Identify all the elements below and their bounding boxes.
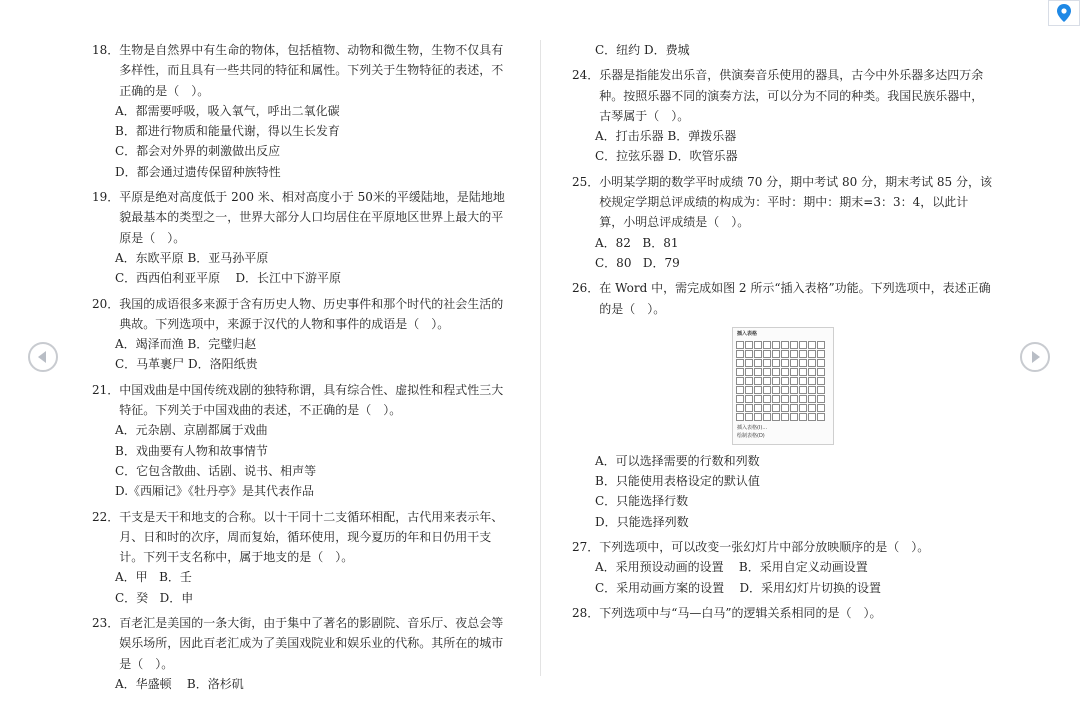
grid-cell: [790, 368, 798, 376]
grid-cell: [781, 341, 789, 349]
grid-cell: [772, 413, 780, 421]
question-number: 18．: [92, 43, 120, 57]
answer-option: C．采用动画方案的设置 D．采用幻灯片切换的设置: [595, 580, 882, 595]
grid-cell: [781, 359, 789, 367]
grid-cell: [772, 359, 780, 367]
answer-option: B．戏曲要有人物和故事情节: [115, 443, 268, 458]
grid-cell: [790, 395, 798, 403]
question-header: [92, 294, 512, 335]
answer-option: A．采用预设动画的设置 B．采用自定义动画设置: [595, 560, 868, 575]
grid-cell: [799, 413, 807, 421]
grid-cell: [772, 377, 780, 385]
question: [92, 294, 512, 375]
question: [572, 537, 992, 598]
answer-option: B．都进行物质和能量代谢，得以生长发育: [115, 124, 340, 139]
grid-cell: [808, 377, 816, 385]
question-header: [572, 603, 992, 623]
grid-cell: [799, 395, 807, 403]
grid-cell: [808, 368, 816, 376]
next-page-button[interactable]: [1020, 342, 1050, 372]
question-number: 24．: [572, 68, 600, 83]
grid-cell: [763, 404, 771, 412]
grid-cell: [754, 413, 762, 421]
grid-cell: [817, 350, 825, 358]
grid-cell: [736, 350, 744, 358]
insert-table-figure: [732, 327, 834, 445]
question-header: [572, 278, 992, 319]
grid-cell: [745, 404, 753, 412]
grid-cell: [817, 404, 825, 412]
question-number: 21．: [92, 382, 120, 397]
grid-cell: [808, 341, 816, 349]
right-column: [572, 40, 992, 628]
grid-cell: [754, 359, 762, 367]
grid-cell: [817, 368, 825, 376]
answer-option: C．它包含散曲、话剧、说书、相声等: [115, 463, 317, 478]
prev-page-button[interactable]: [28, 342, 58, 372]
grid-cell: [781, 350, 789, 358]
grid-cell: [754, 350, 762, 358]
grid-cell: [754, 377, 762, 385]
grid-cell: [817, 386, 825, 394]
grid-cell: [799, 350, 807, 358]
grid-cell: [772, 404, 780, 412]
question-number: 25．: [572, 174, 600, 189]
grid-cell: [736, 368, 744, 376]
chevron-right-icon: [1030, 351, 1040, 363]
question-stem: 下列选项中与“马—白马”的逻辑关系相同的是（ ）。: [599, 605, 882, 620]
grid-cell: [772, 350, 780, 358]
grid-cell: [799, 341, 807, 349]
grid-cell: [736, 386, 744, 394]
question: [92, 40, 512, 182]
answer-option: A．竭泽而渔 B．完璧归赵: [115, 337, 257, 352]
grid-cell: [745, 386, 753, 394]
grid-cell: [799, 377, 807, 385]
grid-cell: [736, 413, 744, 421]
question: [572, 603, 992, 623]
answer-option: A．82 B．81: [595, 235, 679, 250]
question-header: [92, 507, 512, 568]
question-header: [92, 187, 512, 248]
question: [572, 40, 992, 60]
question-header: [572, 65, 992, 126]
answer-option: C．马革裹尸 D．洛阳纸贵: [115, 357, 258, 372]
grid-cell: [763, 377, 771, 385]
grid-cell: [799, 404, 807, 412]
question-number: 19．: [92, 190, 120, 205]
grid-cell: [772, 368, 780, 376]
location-button[interactable]: [1048, 0, 1080, 26]
grid-cell: [745, 341, 753, 349]
grid-cell: [763, 341, 771, 349]
grid-cell: [817, 377, 825, 385]
grid-cell: [799, 368, 807, 376]
grid-cell: [781, 386, 789, 394]
grid-cell: [763, 350, 771, 358]
question-number: 26．: [572, 281, 600, 296]
answer-option: C．纽约 D．费城: [595, 43, 690, 57]
grid-cell: [763, 368, 771, 376]
grid-cell: [781, 395, 789, 403]
grid-cell: [736, 404, 744, 412]
grid-cell: [808, 413, 816, 421]
grid-cell: [781, 413, 789, 421]
question-header: [92, 40, 512, 101]
question: [572, 65, 992, 166]
question-number: 28．: [572, 605, 600, 620]
grid-cell: [790, 413, 798, 421]
grid-cell: [754, 341, 762, 349]
answer-option: B．只能使用表格设定的默认值: [595, 474, 760, 489]
grid-cell: [754, 386, 762, 394]
answer-option: C．癸 D．申: [115, 590, 194, 605]
question-header: [92, 613, 512, 674]
figure-menu: [737, 424, 767, 440]
answer-option: C．都会对外界的刺激做出反应: [115, 144, 281, 159]
answer-option: A．打击乐器 B．弹拨乐器: [595, 129, 737, 144]
grid-cell: [736, 377, 744, 385]
grid-cell: [790, 359, 798, 367]
answer-option: C．只能选择行数: [595, 494, 689, 509]
question-stem: 我国的成语很多来源于含有历史人物、历史事件和那个时代的社会生活的典故。下列选项中，来源于汉代的人物和事件的成语是（ ）。: [119, 296, 504, 331]
question-stem: 下列选项中，可以改变一张幻灯片中部分放映顺序的是（ ）。: [599, 540, 930, 555]
question: [92, 380, 512, 502]
grid-cell: [754, 404, 762, 412]
answer-option: D．都会通过遗传保留种族特性: [115, 164, 281, 179]
grid-cell: [745, 368, 753, 376]
grid-cell: [781, 368, 789, 376]
question-number: 20．: [92, 296, 120, 311]
grid-cell: [808, 359, 816, 367]
grid-cell: [790, 341, 798, 349]
question: [572, 278, 992, 319]
answer-option: A．东欧平原 B．亚马孙平原: [115, 250, 269, 265]
question-number: 22．: [92, 509, 120, 524]
figure-menu-item: 插入表格(I)...: [737, 424, 768, 431]
grid-cell: [763, 386, 771, 394]
grid-cell: [817, 395, 825, 403]
question: [92, 507, 512, 608]
answer-option: A．可以选择需要的行数和列数: [595, 453, 760, 468]
question-header: [572, 172, 992, 233]
question-stem: 百老汇是美国的一条大街，由于集中了著名的影剧院、音乐厅、夜总会等娱乐场所，因此百老汇成为了美国戏院业和娱乐业的代称。其所在的城市是（ ）。: [119, 616, 504, 671]
question-stem: 干支是天干和地支的合称。以十干同十二支循环相配，古代用来表示年、月、日和时的次序，周而复始，循环使用，现今夏历的年和日仍用干支计。下列干支名称中，属于地支的是（ ）。: [119, 509, 504, 565]
grid-cell: [781, 404, 789, 412]
grid-cell: [808, 404, 816, 412]
grid-cell: [745, 377, 753, 385]
grid-cell: [772, 386, 780, 394]
answer-option: D.《西厢记》《牡丹亭》是其代表作品: [115, 484, 315, 499]
question-stem: 平原是绝对高度低于 200 米、相对高度小于 50米的平缓陆地，是陆地地貌最基本的类型之一，世界大部分人口均居住在平原地区世界上最大的平原是（ ）。: [119, 190, 505, 245]
answer-option: C．80 D．79: [595, 255, 680, 270]
figure-title: 插入表格: [737, 330, 758, 337]
answer-option: A．元杂剧、京剧都属于戏曲: [115, 423, 268, 438]
grid-cell: [799, 386, 807, 394]
grid-cell: [781, 377, 789, 385]
question: [572, 451, 992, 532]
column-divider: [540, 40, 541, 676]
grid-cell: [772, 395, 780, 403]
grid-cell: [817, 359, 825, 367]
question: [572, 172, 992, 273]
grid-cell: [790, 404, 798, 412]
question-stem: 小明某学期的数学平时成绩 70 分，期中考试 80 分，期末考试 85 分，该校规定学期总评成绩的构成为：平时：期中：期末=3：3：4，以此计算，小明总评成绩是（ ）。: [599, 174, 992, 230]
grid-cell: [745, 395, 753, 403]
question: [92, 187, 512, 288]
grid-cell: [754, 395, 762, 403]
table-grid: [736, 341, 825, 421]
question-stem: 中国戏曲是中国传统戏剧的独特称谓，具有综合性、虚拟性和程式性三大特征。下列关于中国戏曲的表述，不正确的是（ ）。: [119, 382, 504, 418]
answer-option: C．拉弦乐器 D．吹管乐器: [595, 149, 738, 164]
grid-cell: [799, 359, 807, 367]
grid-cell: [817, 413, 825, 421]
grid-cell: [763, 413, 771, 421]
location-pin-icon: [1057, 4, 1071, 22]
grid-cell: [790, 386, 798, 394]
question-number: 23．: [92, 616, 120, 631]
grid-cell: [736, 395, 744, 403]
answer-option: A．都需要呼吸，吸入氧气，呼出二氧化碳: [115, 103, 340, 118]
grid-cell: [745, 413, 753, 421]
grid-cell: [808, 350, 816, 358]
question-stem: 乐器是指能发出乐音，供演奏音乐使用的器具，古今中外乐器多达四万余种。按照乐器不同的演奏方法，可以分为不同的种类。我国民族乐器中，古琴属于（ ）。: [599, 68, 984, 123]
answer-option: C．西西伯利亚平原 D．长江中下游平原: [115, 271, 342, 286]
question-stem: 生物是自然界中有生命的物体，包括植物、动物和微生物，生物不仅具有多样性，而且具有一些共同的特征和属性。下列关于生物特征的表述，不正确的是（ ）。: [119, 43, 504, 98]
grid-cell: [745, 359, 753, 367]
question-stem: 在 Word 中，需完成如图 2 所示“插入表格”功能。下列选项中，表述正确的是（ ）。: [599, 281, 991, 316]
grid-cell: [754, 368, 762, 376]
grid-cell: [763, 359, 771, 367]
answer-option: A．甲 B．壬: [115, 570, 192, 585]
question-header: [572, 537, 992, 557]
grid-cell: [790, 350, 798, 358]
grid-cell: [763, 395, 771, 403]
grid-cell: [736, 359, 744, 367]
grid-cell: [745, 350, 753, 358]
question-number: 27．: [572, 540, 600, 555]
grid-cell: [772, 341, 780, 349]
grid-cell: [817, 341, 825, 349]
grid-cell: [790, 377, 798, 385]
grid-cell: [736, 341, 744, 349]
answer-option: D．只能选择列数: [595, 514, 689, 529]
answer-option: A．华盛顿 B．洛杉矶: [115, 676, 244, 691]
figure-menu-item: 绘制表格(D): [737, 432, 765, 439]
grid-cell: [808, 386, 816, 394]
grid-cell: [808, 395, 816, 403]
question-header: [92, 380, 512, 421]
left-column: [92, 40, 512, 699]
question: [92, 613, 512, 694]
chevron-left-icon: [38, 351, 48, 363]
